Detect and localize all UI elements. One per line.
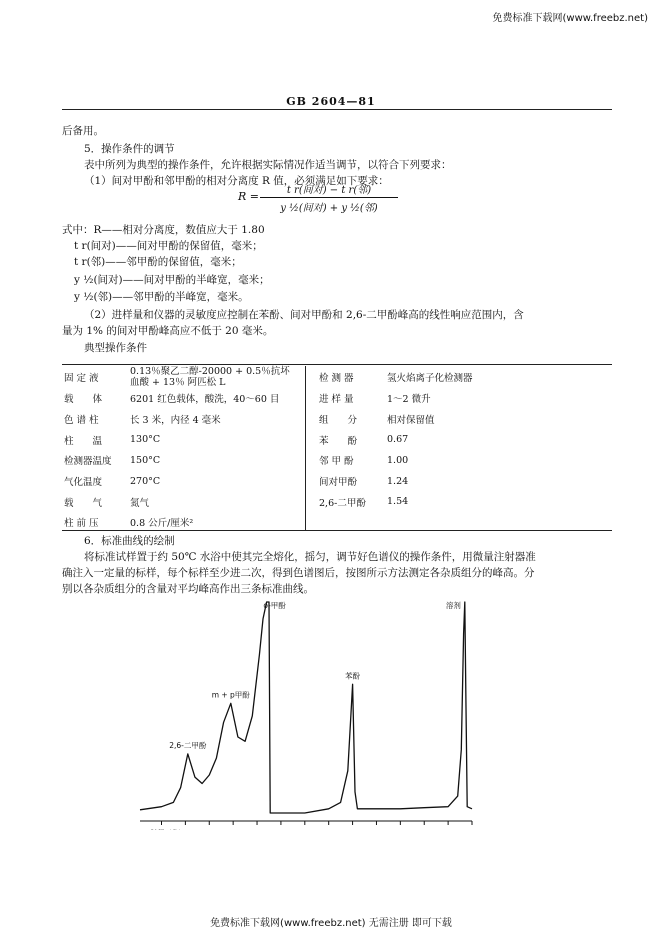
- definition-y-meta-para: y ½(间对)——间对甲酚的半峰宽，毫米；: [74, 274, 270, 286]
- x-tick-label: [398, 829, 402, 830]
- section5-item2-line1: （2）进样量和仪器的灵敏度应控制在苯酚、间对甲酚和 2,6-二甲酚峰高的线性响应范围内，含: [84, 309, 524, 321]
- header-rule: [62, 109, 612, 110]
- x-tick-label: [350, 829, 354, 830]
- continued-line: 后备用。: [62, 125, 104, 137]
- table-row: [62, 450, 612, 471]
- definition-r: 式中：R——相对分离度，数值应大于 1.80: [62, 224, 265, 236]
- condition-value: 0.67: [387, 434, 409, 446]
- section6-line3: 别以各杂质组分的含量对平均峰高作出三条标准曲线。: [62, 583, 314, 595]
- condition-value: 氮气: [130, 497, 150, 509]
- condition-label: 邻 甲 酚: [319, 456, 354, 468]
- section5-title: 5．操作条件的调节: [84, 143, 175, 155]
- x-tick-label: [374, 829, 379, 830]
- standard-header: GB 2604—81: [286, 95, 376, 108]
- formula-lhs: R =: [238, 190, 259, 203]
- condition-value: 1.00: [387, 454, 409, 466]
- watermark-bottom: 免费标准下载网(www.freebz.net) 无需注册 即可下载: [210, 918, 452, 929]
- x-tick-label: [446, 829, 450, 830]
- table-row: [62, 491, 612, 512]
- condition-label: 色 谱 柱: [64, 415, 99, 427]
- x-tick-label: [422, 829, 426, 830]
- formula-fraction: [260, 181, 398, 214]
- section5-item1: （1）间对甲酚和邻甲酚的相对分离度 R 值，必须满足如下要求：: [84, 175, 389, 187]
- x-tick-label: [326, 829, 331, 830]
- condition-label: 检 测 器: [319, 373, 354, 384]
- condition-value: 氢火焰离子化检测器: [387, 373, 473, 384]
- condition-value: 6201 红色载体，酸洗，40～60 目: [130, 394, 280, 406]
- condition-value-line1: 0.13％聚乙二醇-20000 + 0.5％抗坏: [130, 366, 290, 377]
- condition-value: 相对保留值: [387, 415, 435, 427]
- definition-tr-meta-para: t r(间对)——间对甲酚的保留值，毫米；: [74, 240, 263, 252]
- conditions-table: [62, 366, 612, 533]
- condition-label: 柱 前 压: [64, 518, 99, 530]
- peak-label: 苯酚: [345, 671, 361, 681]
- table-row: [62, 429, 612, 450]
- condition-label: 载 气: [64, 497, 103, 509]
- condition-label: 气化温度: [64, 477, 103, 489]
- peak-label: 溶剂: [445, 601, 461, 610]
- definition-y-ortho: y ½(邻)——邻甲酚的半峰宽，毫米。: [74, 291, 249, 303]
- formula: [238, 185, 378, 214]
- condition-label: 2,6-二甲酚: [319, 497, 366, 509]
- section6-title: 6．标准曲线的绘制: [84, 535, 175, 547]
- x-tick-label: [205, 829, 214, 830]
- condition-value: 0.8 公斤/厘米²: [130, 518, 194, 530]
- condition-value: 1.54: [387, 496, 409, 508]
- condition-label: 柱 温: [64, 435, 103, 447]
- condition-label: 间对甲酚: [319, 477, 358, 489]
- condition-value: 150°C: [130, 454, 161, 466]
- x-tick-label: [470, 829, 474, 830]
- table-bottom-rule: [62, 530, 612, 531]
- formula-denominator: y ½(间对) + y ½(邻): [280, 203, 378, 214]
- condition-label: 固 定 液: [64, 373, 99, 384]
- table-row: [62, 366, 612, 388]
- condition-value: 长 3 米，内径 4 毫米: [130, 415, 221, 427]
- condition-label: 组 分: [319, 415, 358, 427]
- peak-label: m + p甲酚: [211, 690, 250, 700]
- section5-paragraph: 表中所列为典型的操作条件，允许根据实际情况作适当调节，以符合下列要求：: [84, 159, 452, 171]
- peak-label: o-甲酚: [263, 601, 286, 610]
- condition-value: 1～2 微升: [387, 394, 431, 406]
- section6-line2: 确注入一定量的标样，每个标样至少进二次，得到色谱图后，按图所示方法测定各杂质组分的峰高。分: [62, 567, 535, 579]
- table-row: [62, 409, 612, 430]
- formula-numerator: t r(间对) − t r(邻): [260, 181, 398, 198]
- condition-value-line2: 血酸 + 13％ 阿匹松 L: [130, 377, 226, 388]
- section6-line1: 将标准试样置于约 50℃ 水浴中使其完全熔化，摇匀，调节好色谱仪的操作条件，用微量注射器准: [84, 551, 536, 563]
- watermark-top: 免费标准下载网(www.freebz.net): [492, 13, 648, 24]
- x-tick-label: [279, 829, 283, 830]
- table-top-rule: [62, 364, 612, 365]
- condition-label: 检测器温度: [64, 456, 112, 468]
- peak-label: 2,6-二甲酚: [169, 740, 207, 750]
- condition-value: [128, 366, 305, 388]
- x-tick-label: [229, 829, 238, 830]
- table-caption: 典型操作条件: [84, 342, 147, 354]
- definition-tr-ortho: t r(邻)——邻甲酚的保留值，毫米；: [74, 256, 242, 268]
- table-row: [62, 471, 612, 492]
- condition-label: 进 样 量: [319, 394, 354, 406]
- section5-item2-line2: 量为 1% 的间对甲酚峰高应不低于 20 毫米。: [62, 325, 274, 337]
- condition-value: 130°C: [130, 434, 161, 446]
- chromatogram-trace: [140, 602, 472, 813]
- condition-label: 苯 酚: [319, 435, 358, 447]
- chromatogram-chart: [0, 590, 662, 830]
- condition-value: 1.24: [387, 475, 409, 487]
- table-row: [62, 388, 612, 409]
- x-tick-label: [303, 829, 307, 830]
- x-tick-label: [255, 829, 259, 830]
- x-axis-label: [151, 828, 186, 830]
- condition-value: 270°C: [130, 475, 161, 487]
- condition-label: 载 体: [64, 394, 103, 406]
